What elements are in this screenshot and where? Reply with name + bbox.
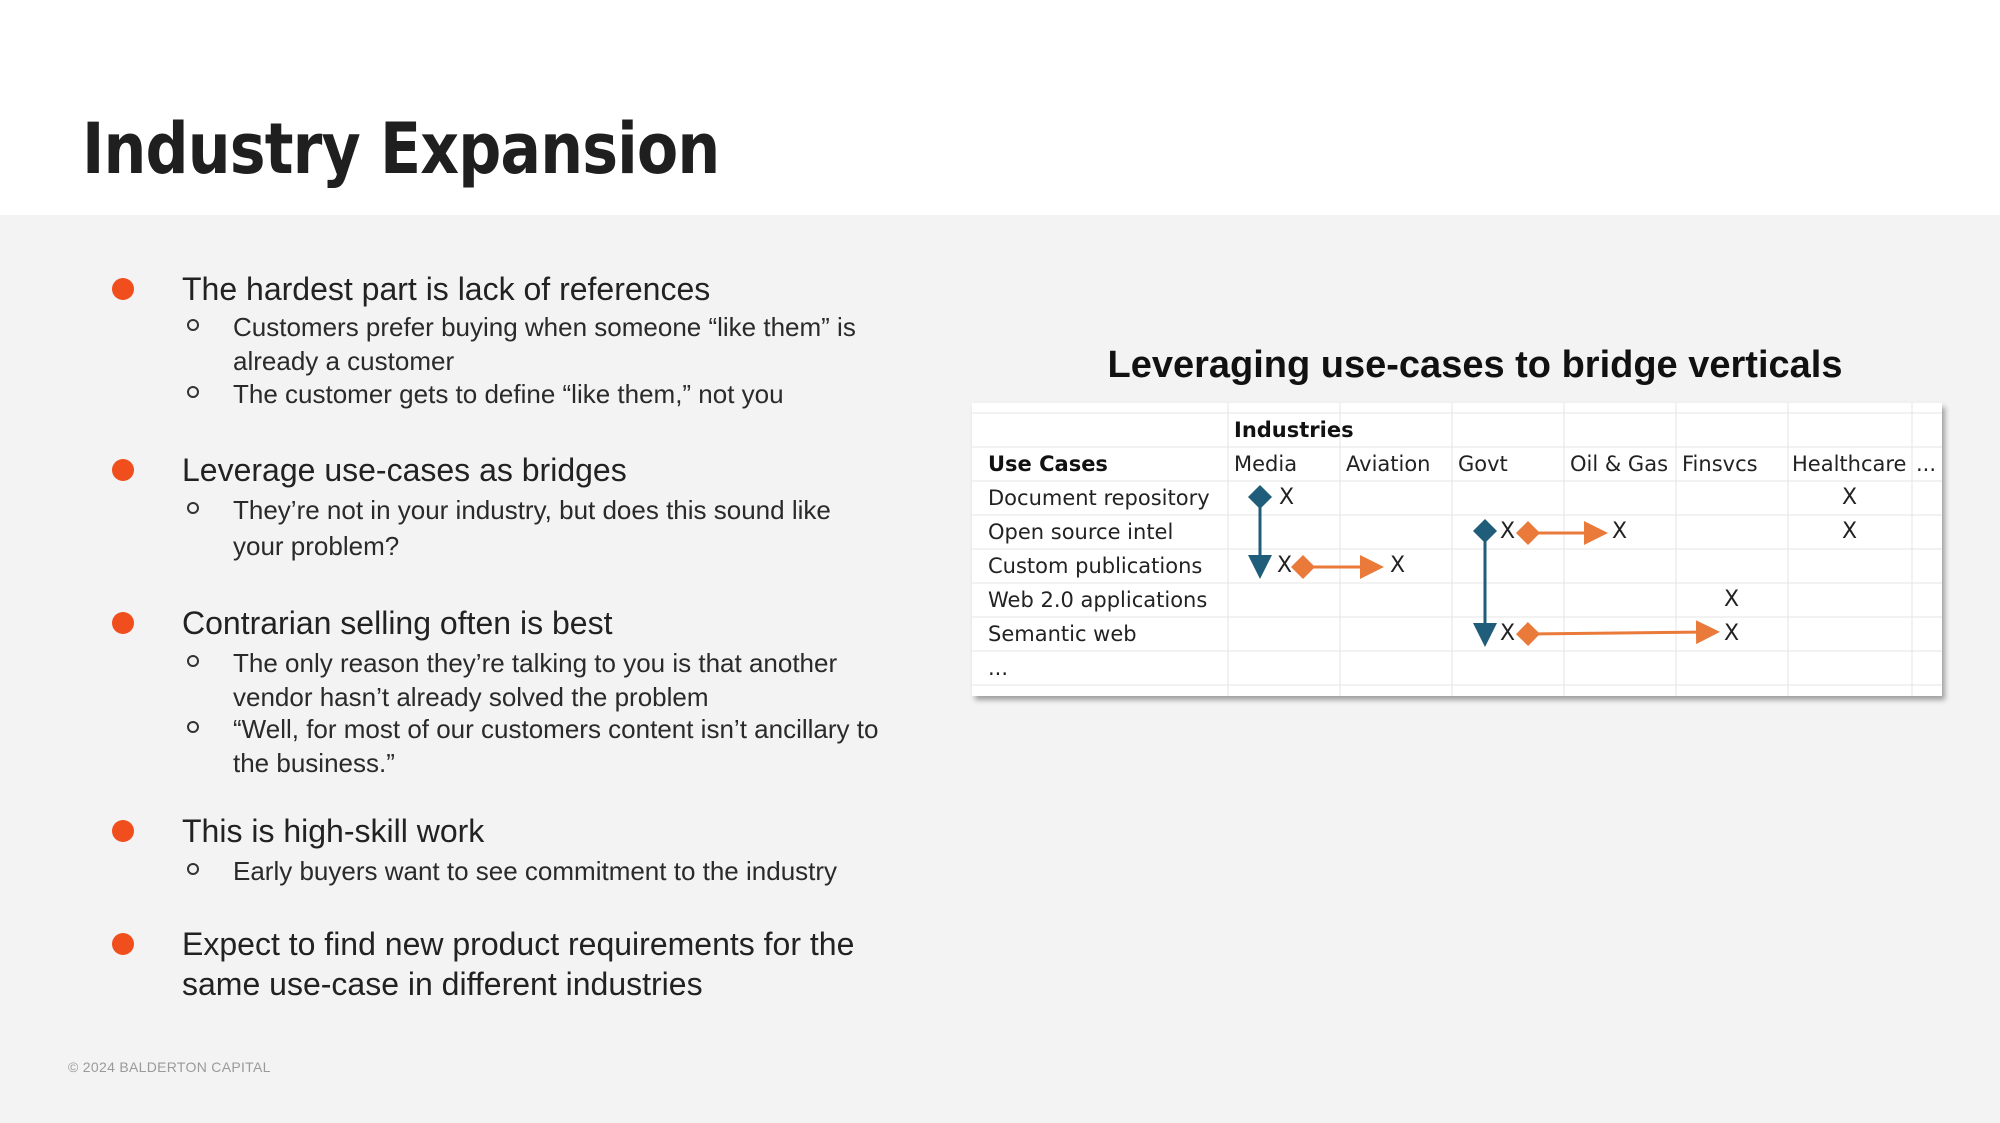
sub-bullet-circle — [187, 502, 199, 514]
industries-header: Industries — [1234, 418, 1354, 442]
x-mark-open-source-intel-govt: X — [1500, 519, 1516, 544]
horizontal-bridge-arrow-semantic-web — [1528, 632, 1708, 634]
slide-header — [0, 0, 2000, 215]
industry-finsvcs: Finsvcs — [1682, 452, 1758, 476]
bullet-dot — [112, 459, 134, 481]
x-mark-open-source-intel-oil-gas: X — [1612, 519, 1628, 544]
sub-bullet-text: the business.” — [233, 748, 395, 778]
bullet-text: The hardest part is lack of references — [182, 271, 711, 307]
grid-lines — [972, 403, 1942, 696]
industry-govt: Govt — [1458, 452, 1508, 476]
matrix-gridlines — [972, 403, 1942, 696]
copyright-footer: © 2024 BALDERTON CAPITAL — [68, 1059, 271, 1075]
industry-media: Media — [1234, 452, 1298, 476]
use-cases-header: Use Cases — [988, 452, 1108, 476]
x-mark-custom-publications-aviation: X — [1390, 553, 1406, 578]
use-case-open-source-intel: Open source intel — [988, 520, 1174, 544]
bullet-text: same use-case in different industries — [182, 966, 703, 1002]
use-case-document-repository: Document repository — [988, 486, 1210, 510]
industry-aviation: Aviation — [1346, 452, 1431, 476]
sub-bullet-circle — [187, 863, 199, 875]
bullet-text: Leverage use-cases as bridges — [182, 452, 627, 488]
use-case-web-2-applications: Web 2.0 applications — [988, 588, 1208, 612]
sub-bullet-circle — [187, 655, 199, 667]
sub-bullet-text: “Well, for most of our customers content isn’t ancillary to — [233, 714, 879, 744]
use-case-industry-matrix — [972, 403, 1942, 696]
x-mark-open-source-intel-healthcare: X — [1842, 519, 1858, 544]
use-case-semantic-web: Semantic web — [988, 622, 1137, 646]
x-mark-web-2-applications-finsvcs: X — [1724, 587, 1740, 612]
use-case-custom-publications: Custom publications — [988, 554, 1203, 578]
sub-bullet-text: Early buyers want to see commitment to the industry — [233, 856, 838, 886]
bridge-arrows — [1260, 497, 1708, 635]
sub-bullet-circle — [187, 721, 199, 733]
industry-more: ... — [1916, 452, 1937, 476]
sub-bullet-circle — [187, 319, 199, 331]
sub-bullet-text: already a customer — [233, 346, 455, 376]
x-mark-document-repository-media: X — [1279, 485, 1295, 510]
x-mark-semantic-web-govt: X — [1500, 621, 1516, 646]
industry-oil-gas: Oil & Gas — [1570, 452, 1669, 476]
sub-bullet-circle — [187, 386, 199, 398]
sub-bullet-text: They’re not in your industry, but does this sound like — [233, 495, 831, 525]
bullet-dot — [112, 612, 134, 634]
sub-bullet-text: The only reason they’re talking to you is that another — [233, 648, 838, 678]
sub-bullet-text: vendor hasn’t already solved the problem — [233, 682, 709, 712]
use-case-more: ... — [988, 656, 1009, 680]
industry-healthcare: Healthcare — [1792, 452, 1907, 476]
slide-title: Industry Expansion — [82, 108, 720, 190]
bullet-dot — [112, 933, 134, 955]
sub-bullet-text: Customers prefer buying when someone “like them” is — [233, 312, 856, 342]
bullet-text: Expect to find new product requirements for the — [182, 926, 855, 962]
bullet-text: This is high-skill work — [182, 813, 485, 849]
bullet-dot — [112, 278, 134, 300]
bullet-text: Contrarian selling often is best — [182, 605, 613, 641]
x-mark-custom-publications-media: X — [1277, 553, 1293, 578]
x-mark-semantic-web-finsvcs: X — [1724, 621, 1740, 646]
figure-title: Leveraging use-cases to bridge verticals — [1107, 344, 1843, 386]
bullet-dot — [112, 820, 134, 842]
sub-bullet-text: your problem? — [233, 531, 400, 561]
x-mark-document-repository-healthcare: X — [1842, 485, 1858, 510]
sub-bullet-text: The customer gets to define “like them,” not you — [233, 379, 784, 409]
